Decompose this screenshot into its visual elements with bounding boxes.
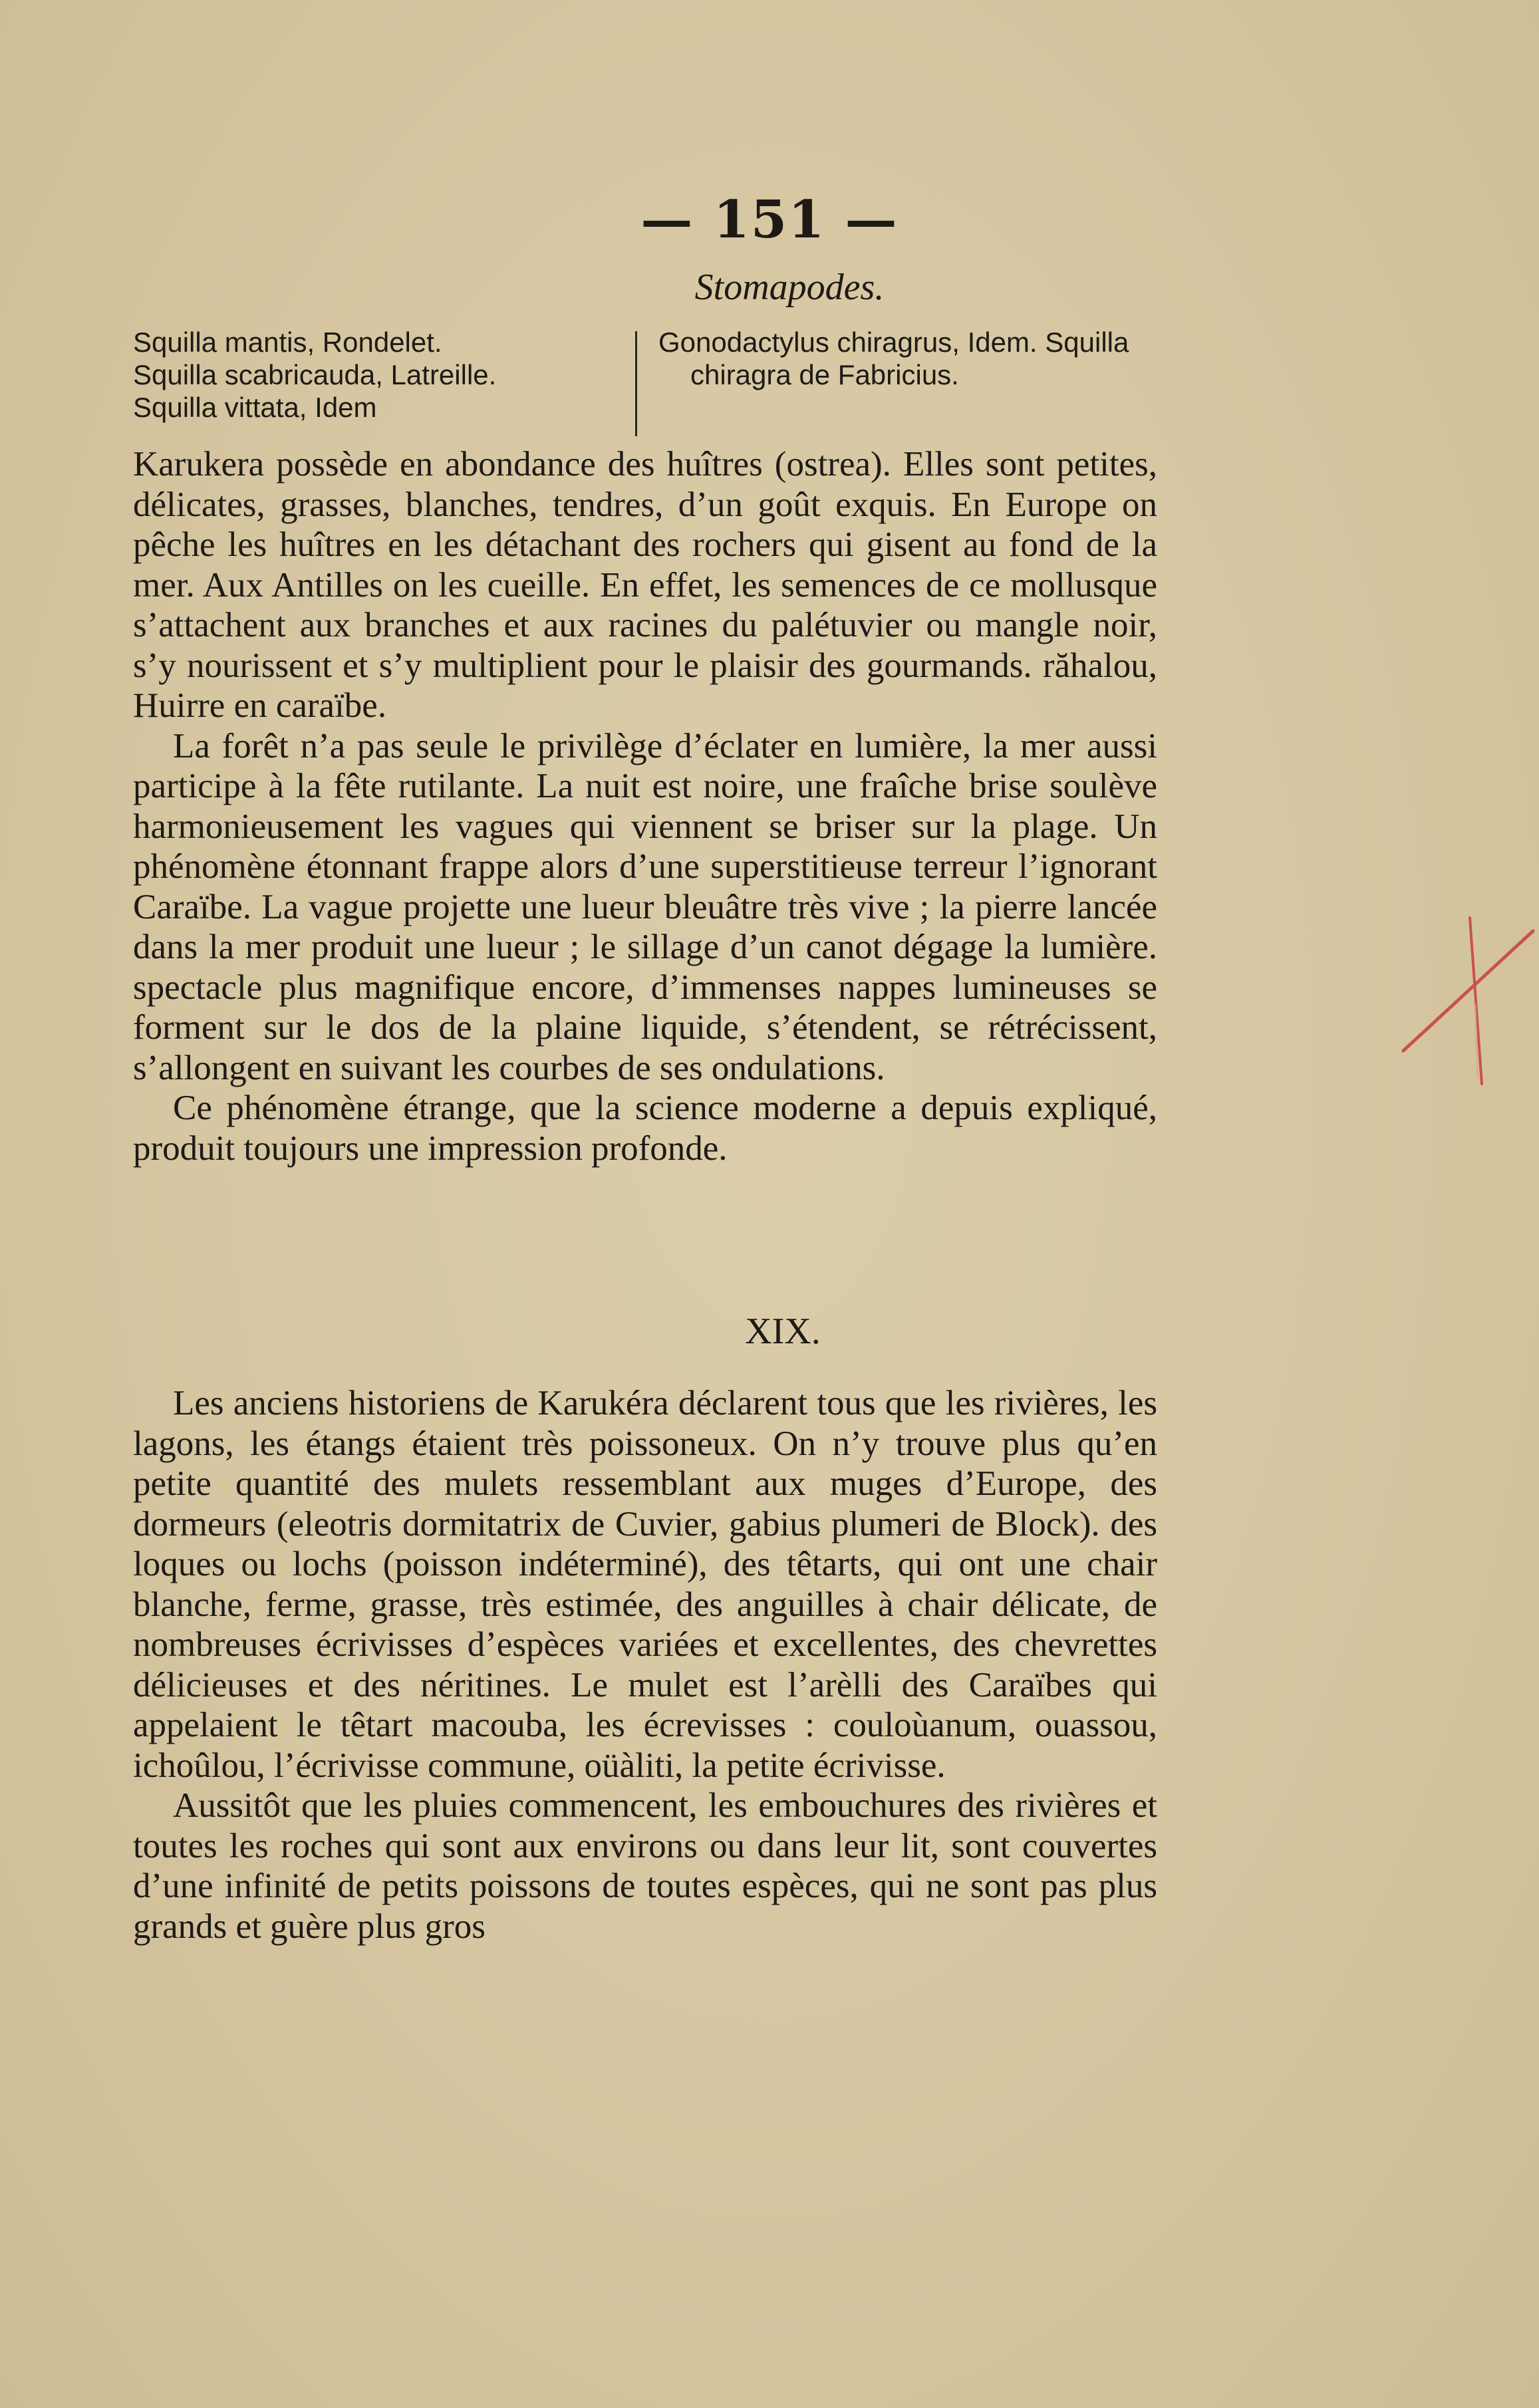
species-entry: Gonodactylus chiragrus, Idem. Squilla <box>658 327 1129 358</box>
paragraph-phenomenon: Ce phénomène étrange, que la science moderne a depuis expliqué, produit toujours une impression profonde. <box>133 1089 1157 1168</box>
species-column-right <box>658 326 1164 391</box>
paragraph-oysters: Karukera possède en abondance des huîtres (ostrea). Elles sont petites, délicates, grasses, blanches, tendres, d’un goût exquis. En Europe on pêche les huîtres en les détachant des rochers qui gisent au fond de la mer. Aux Antilles on les cueille. En effet, les semences de ce mollusque s’attachent aux branches et aux racines du palétuvier ou mangle noir, s’y nourissent et s’y multiplient pour le plaisir des gourmands. răhalou, Huirre en caraïbe. <box>133 445 1157 725</box>
text-block-oysters <box>133 444 1157 1168</box>
paragraph-rains: Aussitôt que les pluies commencent, les embouchures des rivières et toutes les roches qui sont aux environs ou dans leur lit, sont couvertes d’une infinité de petits poissons de toutes espèces, qui ne sont pas plus grands et guère plus gros <box>133 1786 1157 1946</box>
section-title: Stomapodes. <box>694 267 885 308</box>
species-entry: Squilla scabricauda, Latreille. <box>133 359 497 390</box>
species-entry-continued: chiragra de Fabricius. <box>690 359 959 390</box>
species-entry: Squilla vittata, Idem <box>133 392 377 423</box>
species-list <box>133 326 1157 439</box>
paragraph-rivers: Les anciens historiens de Karukéra déclarent tous que les rivières, les lagons, les étangs étaient très poissoneux. On n’y trouve plus qu’en petite quantité des mulets ressemblant aux muges d’Europe, des dormeurs (eleotris dormitatrix de Cuvier, gabius plumeri de Block). des loques ou lochs (poisson indéterminé), des têtarts, qui ont une chair blanche, ferme, grasse, très estimée, des anguilles à chair délicate, de nombreuses écrivisses d’espèces variées et excellentes, des chevrettes délicieuses et des néritines. Le mulet est l’arèlli des Caraïbes qui appelaient le têtart macouba, les écrevisses : couloùanum, ouassou, ichoûlou, l’écrivisse commune, oüàliti, la petite écrivisse. <box>133 1384 1157 1785</box>
chapter-heading: XIX. <box>745 1311 821 1352</box>
species-column-left <box>133 326 625 424</box>
red-pen-cross-mark <box>1390 904 1539 1104</box>
paragraph-sea-light: La forêt n’a pas seule le privilège d’éclater en lumière, la mer aussi participe à la fête rutilante. La nuit est noire, une fraîche brise soulève harmonieusement les vagues qui viennent se briser sur la plage. Un phénomène étonnant frappe alors d’une superstitieuse terreur l’ignorant Caraïbe. La vague projette une lueur bleuâtre très vive ; la pierre lancée dans la mer produit une lueur ; le sillage d’un canot dégage la lumière. spectacle plus magnifique encore, d’immenses nappes lumineuses se forment sur le dos de la plaine liquide, s’étendent, se rétrécissent, s’allongent en suivant les courbes de ses ondulations. <box>133 726 1157 1087</box>
species-entry: Squilla mantis, Rondelet. <box>133 327 442 358</box>
page-number: — 151 — <box>640 190 899 250</box>
column-divider <box>635 331 637 436</box>
text-block-rivers <box>133 1383 1157 1946</box>
